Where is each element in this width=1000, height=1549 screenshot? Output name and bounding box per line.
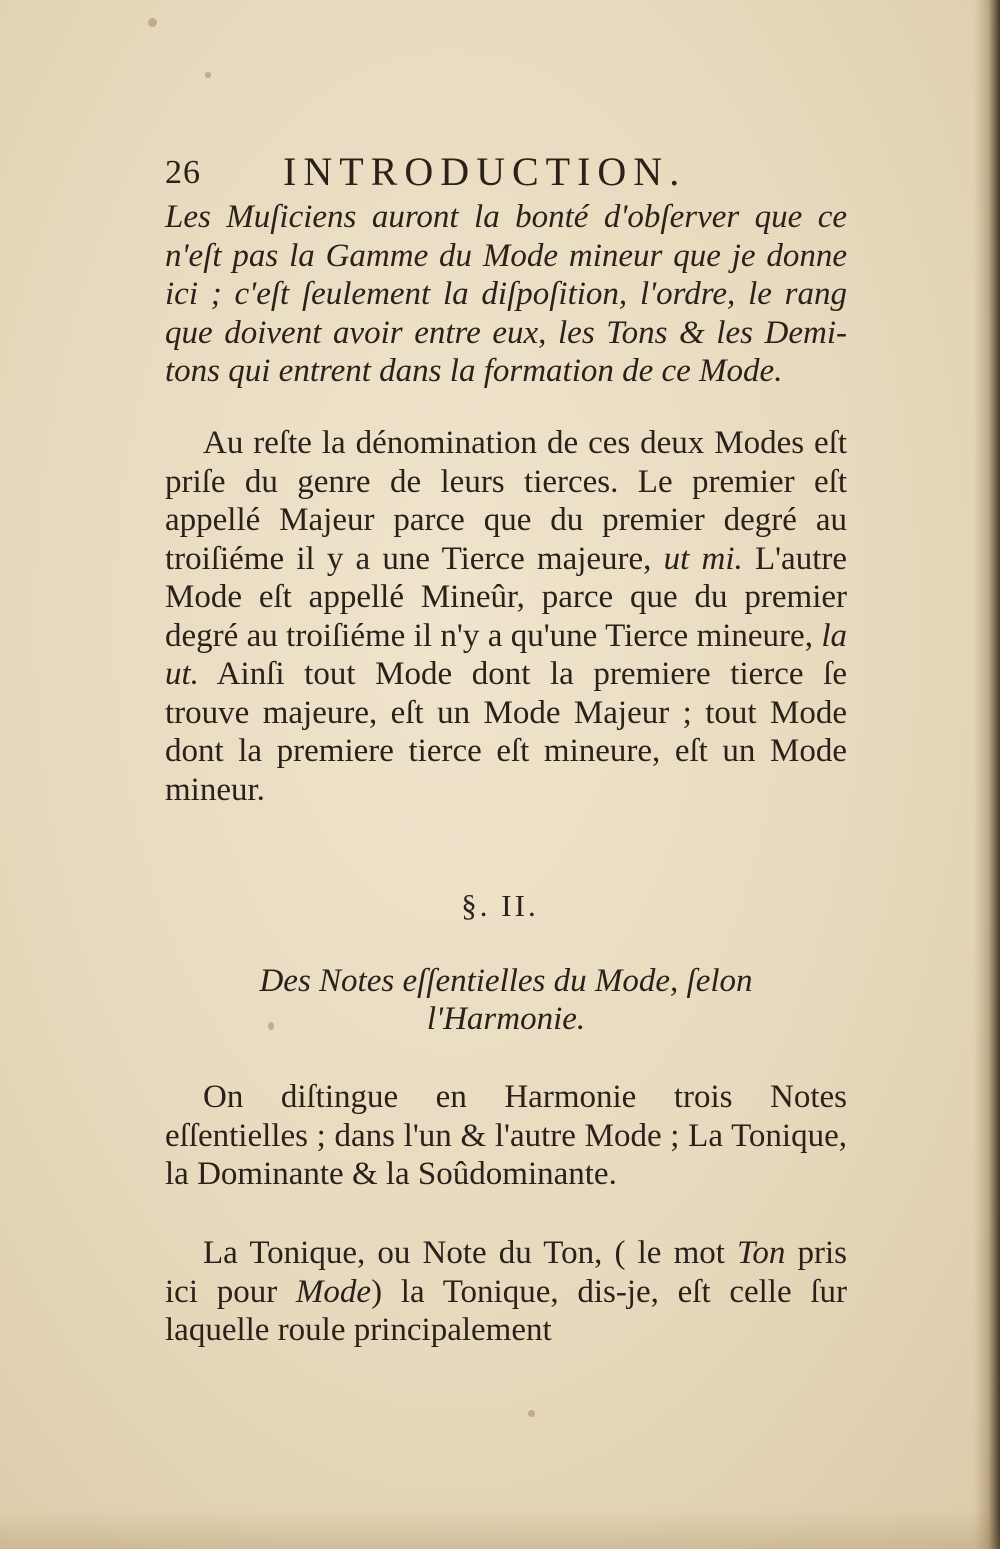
paper-spot: [528, 1410, 535, 1417]
tonique-text-1: La Tonique, ou Note du Ton, ( le mot: [203, 1235, 738, 1271]
page-number: 26: [165, 154, 201, 191]
tonique-italic-1: Ton: [737, 1235, 786, 1271]
section-title-line-1: Des Notes eſſentielles du Mode, ſelon: [259, 963, 753, 999]
modes-text-3: Ainſi tout Mode dont la premiere tierce ſe trouve majeure, eſt un Mode Majeur ; tout Mode dont la premiere tierce eſt mineure, eſt un Mode mineur.: [165, 656, 847, 808]
tonique-text-3: ) la Tonique, dis-je, eſt celle ſur laquelle roule principalement: [165, 1273, 847, 1348]
page-edge-shadow: [974, 0, 1000, 1549]
modes-text-2: L'autre Mode eſt appellé Mineûr, parce que du premier degré au troiſiéme il n'y a qu'une Tierce mineure,: [165, 540, 847, 654]
section-number: §. II.: [461, 888, 539, 923]
tonique-text-2: pris ici pour: [165, 1235, 847, 1310]
modes-paragraph: [165, 424, 847, 809]
paper-spot: [205, 72, 211, 78]
page-bottom-shade: [0, 1509, 1000, 1549]
italic-note-paragraph: Les Muſiciens auront la bonté d'obſerver que ce n'eſt pas la Gamme du Mode mineur que je donne ici ; c'eſt ſeulement la diſpoſition, l'ordre, le rang que doivent avoir entre eux, les Tons & les Demi-tons qui entrent dans la formation de ce Mode.: [165, 199, 847, 389]
paper-spot: [148, 18, 157, 27]
modes-italic-1: ut mi.: [663, 540, 743, 577]
section-title: [165, 962, 847, 1038]
section-title-line-2: l'Harmonie.: [426, 1001, 586, 1037]
tonique-paragraph: [165, 1234, 847, 1350]
running-head: INTRODUCTION.: [283, 149, 687, 194]
modes-text-1: Au reſte la dénomination de ces deux Modes eſt priſe du genre de leurs tierces. Le premier eſt appellé Majeur parce que du premier degré au troiſiéme il y a une Tierce majeure,: [165, 425, 847, 577]
tonique-italic-2: Mode: [295, 1273, 372, 1310]
page-header: [165, 148, 855, 196]
essential-notes-paragraph: On diſtingue en Harmonie trois Notes eſſentielles ; dans l'un & l'autre Mode ; La Tonique, la Dominante & la Soûdominante.: [165, 1079, 847, 1192]
modes-italic-2: la ut.: [165, 617, 847, 692]
